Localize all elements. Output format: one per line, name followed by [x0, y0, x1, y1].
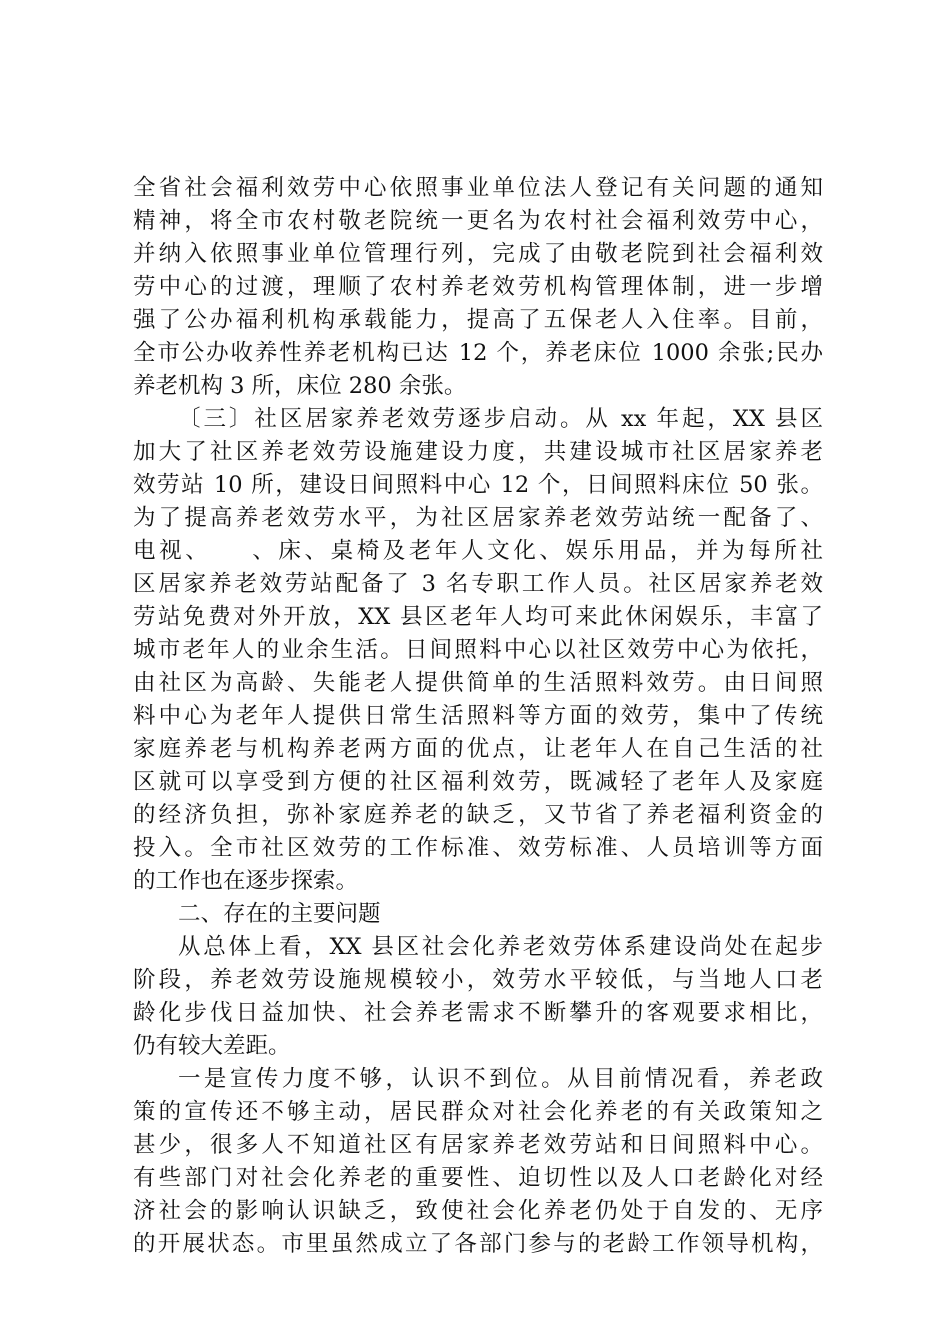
text-line: 有些部门对社会化养老的重要性、迫切性以及人口老龄化对经	[133, 1165, 823, 1191]
text-line: 养老机构 3 所，床位 280 余张。	[133, 373, 467, 399]
text-line: 阶段，养老效劳设施规模较小，效劳水平较低，与当地人口老	[133, 967, 823, 993]
text-line: 由社区为高龄、失能老人提供简单的生活照料效劳。由日间照	[133, 670, 823, 696]
text-line: 精神，将全市农村敬老院统一更名为农村社会福利效劳中心，	[133, 208, 823, 234]
text-line: 为了提高养老效劳水平，为社区居家养老效劳站统一配备了、	[133, 505, 823, 531]
text-line: 的开展状态。市里虽然成立了各部门参与的老龄工作领导机构，	[133, 1231, 823, 1257]
text-line: 区就可以享受到方便的社区福利效劳，既减轻了老年人及家庭	[133, 769, 823, 795]
paragraph-start-line: 一是宣传力度不够，认识不到位。从目前情况看，养老政	[178, 1066, 823, 1092]
text-line: 甚少，很多人不知道社区有居家养老效劳站和日间照料中心。	[133, 1132, 823, 1158]
text-line: 的工作也在逐步探索。	[133, 868, 359, 894]
text-line: 全市公办收养性养老机构已达 12 个，养老床位 1000 余张;民办	[133, 340, 823, 366]
text-line: 的经济负担，弥补家庭养老的缺乏，又节省了养老福利资金的	[133, 802, 823, 828]
text-line: 城市老年人的业余生活。日间照料中心以社区效劳中心为依托，	[133, 637, 823, 663]
text-line: 电视、 、床、桌椅及老年人文化、娱乐用品，并为每所社	[133, 538, 823, 564]
text-line: 龄化步伐日益加快、社会养老需求不断攀升的客观要求相比，	[133, 1000, 823, 1026]
paragraph-start-line: 〔三〕社区居家养老效劳逐步启动。从 xx 年起，XX 县区	[178, 406, 823, 432]
document-body	[133, 172, 823, 1261]
text-line: 效劳站 10 所，建设日间照料中心 12 个，日间照料床位 50 张。	[133, 472, 823, 498]
section-heading: 二、存在的主要问题	[178, 901, 381, 927]
text-line: 劳中心的过渡，理顺了农村养老效劳机构管理体制，进一步增	[133, 274, 823, 300]
text-line: 劳站免费对外开放，XX 县区老年人均可来此休闲娱乐，丰富了	[133, 604, 823, 630]
text-line: 投入。全市社区效劳的工作标准、效劳标准、人员培训等方面	[133, 835, 823, 861]
text-line: 家庭养老与机构养老两方面的优点，让老年人在自己生活的社	[133, 736, 823, 762]
text-line: 仍有较大差距。	[133, 1033, 291, 1059]
text-line: 加大了社区养老效劳设施建设力度，共建设城市社区居家养老	[133, 439, 823, 465]
text-line: 全省社会福利效劳中心依照事业单位法人登记有关问题的通知	[133, 175, 823, 201]
text-line: 并纳入依照事业单位管理行列，完成了由敬老院到社会福利效	[133, 241, 823, 267]
text-line: 策的宣传还不够主动，居民群众对社会化养老的有关政策知之	[133, 1099, 823, 1125]
paragraph-start-line: 从总体上看，XX 县区社会化养老效劳体系建设尚处在起步	[178, 934, 823, 960]
text-line: 强了公办福利机构承载能力，提高了五保老人入住率。目前，	[133, 307, 823, 333]
text-line: 济社会的影响认识缺乏，致使社会化养老仍处于自发的、无序	[133, 1198, 823, 1224]
text-line: 料中心为老年人提供日常生活照料等方面的效劳，集中了传统	[133, 703, 823, 729]
text-line: 区居家养老效劳站配备了 3 名专职工作人员。社区居家养老效	[133, 571, 823, 597]
